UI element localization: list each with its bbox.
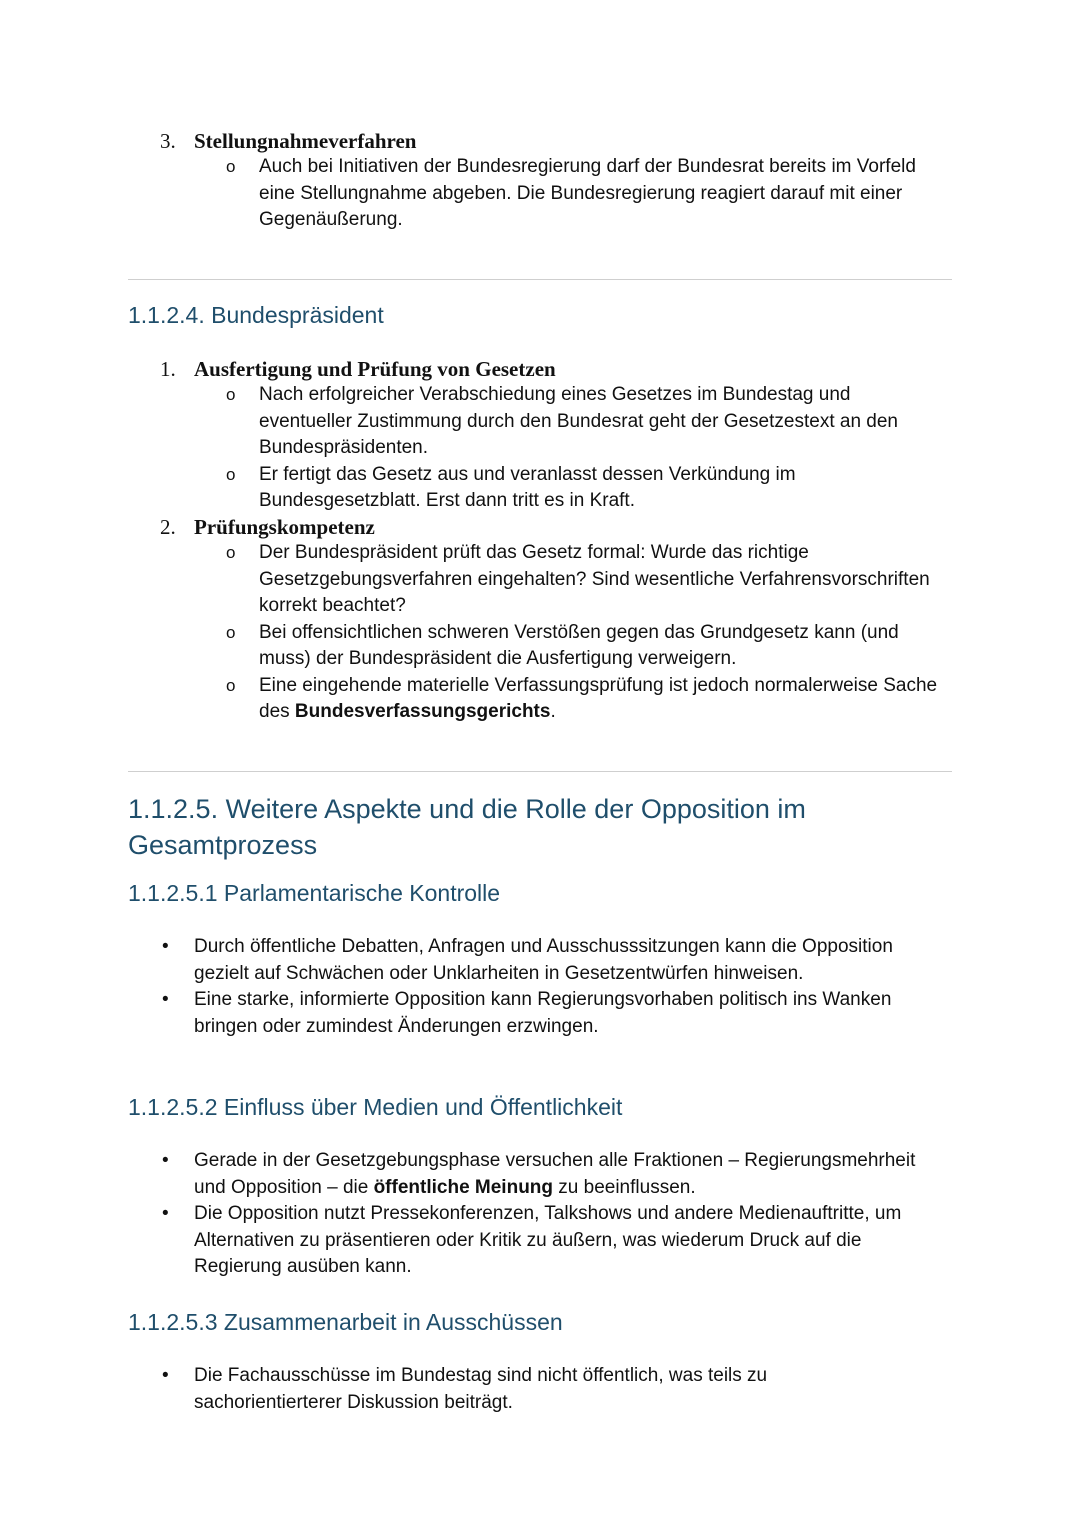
- subsection-heading: 1.1.2.5.3 Zusammenarbeit in Ausschüssen: [128, 1309, 563, 1335]
- bullet-list: [160, 1363, 860, 1416]
- list-item: o Bei offensichtlichen schweren Verstößen gegen das Grundgesetz kann (und muss) der Bundespräsident die Ausfertigung verweigern.: [226, 620, 951, 673]
- list-item: o Auch bei Initiativen der Bundesregierung darf der Bundesrat bereits im Vorfeld eine Stellungnahme abgeben. Die Bundesregierung reagiert darauf mit einer Gegenäußerung.: [226, 154, 926, 234]
- list-item: o Der Bundespräsident prüft das Gesetz formal: Wurde das richtige Gesetzgebungsverfahren eingehalten? Sind wesentliche Verfahrensvorschriften korrekt beachtet?: [226, 540, 951, 620]
- sub-list: [226, 382, 926, 515]
- divider: [128, 279, 952, 280]
- list-item: o Er fertigt das Gesetz aus und veranlasst dessen Verkündung im Bundesgesetzblatt. Erst dann tritt es in Kraft.: [226, 462, 926, 515]
- list-item: • Gerade in der Gesetzgebungsphase versuchen alle Fraktionen – Regierungsmehrheit und Opposition – die öffentliche Meinung zu beeinflussen.: [160, 1148, 950, 1201]
- list-item-title: 1. Ausfertigung und Prüfung von Gesetzen: [160, 357, 556, 381]
- bullet-list: [160, 934, 950, 1040]
- list-item: • Durch öffentliche Debatten, Anfragen und Ausschusssitzungen kann die Opposition gezielt auf Schwächen oder Unklarheiten in Gesetzentwürfen hinweisen.: [160, 934, 950, 987]
- sub-list: [226, 540, 951, 726]
- divider: [128, 771, 952, 772]
- list-item-title: 2. Prüfungskompetenz: [160, 515, 375, 539]
- list-item: • Eine starke, informierte Opposition kann Regierungsvorhaben politisch ins Wanken bringen oder zumindest Änderungen erzwingen.: [160, 987, 950, 1040]
- list-item: • Die Opposition nutzt Pressekonferenzen, Talkshows und andere Medienauftritte, um Alternativen zu präsentieren oder Kritik zu äußern, was wiederum Druck auf die Regierung ausüben kann.: [160, 1201, 950, 1281]
- section-heading: 1.1.2.4. Bundespräsident: [128, 302, 384, 328]
- sub-list: [226, 154, 926, 234]
- bullet-list: [160, 1148, 950, 1281]
- subsection-heading: 1.1.2.5.1 Parlamentarische Kontrolle: [128, 880, 501, 906]
- list-item-title: 3. Stellungnahmeverfahren: [160, 129, 417, 153]
- section-heading: 1.1.2.5. Weitere Aspekte und die Rolle der Opposition im Gesamtprozess: [128, 794, 806, 860]
- subsection-heading: 1.1.2.5.2 Einfluss über Medien und Öffentlichkeit: [128, 1094, 623, 1120]
- list-item: o Eine eingehende materielle Verfassungsprüfung ist jedoch normalerweise Sache des Bundesverfassungsgerichts.: [226, 673, 951, 726]
- list-item: • Die Fachausschüsse im Bundestag sind nicht öffentlich, was teils zu sachorientierterer Diskussion beiträgt.: [160, 1363, 860, 1416]
- list-item: o Nach erfolgreicher Verabschiedung eines Gesetzes im Bundestag und eventueller Zustimmung durch den Bundesrat geht der Gesetzestext an den Bundespräsidenten.: [226, 382, 926, 462]
